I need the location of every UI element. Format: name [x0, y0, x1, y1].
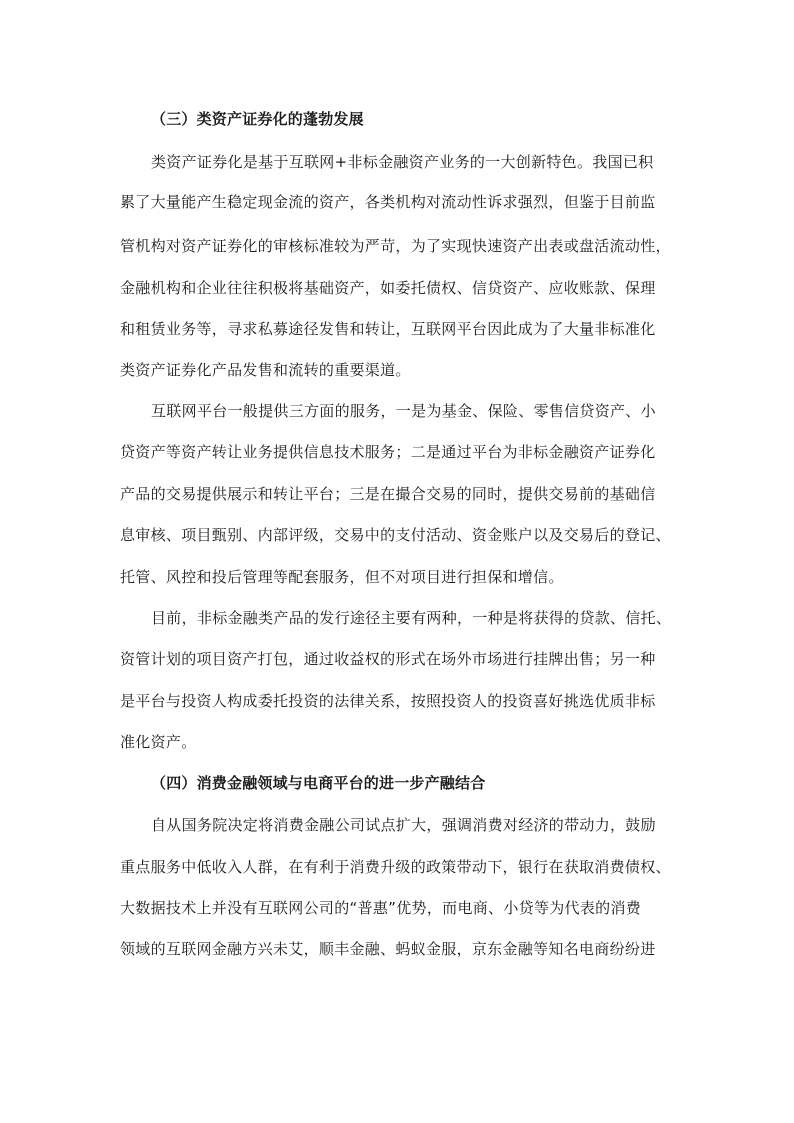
section-heading-3: （三）类资产证券化的蓬勃发展	[151, 110, 364, 128]
paragraph-line: 产品的交易提供展示和转让平台；三是在撮合交易的同时，提供交易前的基础信	[120, 485, 656, 503]
paragraph-line: 托管、风控和投后管理等配套服务，但不对项目进行担保和增信。	[120, 568, 564, 586]
paragraph-line: 目前，非标金融类产品的发行途径主要有两种，一种是将获得的贷款、信托、	[151, 609, 672, 627]
paragraph-line: 类资产证券化是基于互联网+非标金融资产业务的一大创新特色。我国已积	[151, 153, 654, 171]
paragraph-line: 自从国务院决定将消费金融公司试点扩大，强调消费对经济的带动力，鼓励	[151, 816, 656, 834]
paragraph-line: 互联网平台一般提供三方面的服务，一是为基金、保险、零售信贷资产、小	[151, 402, 656, 420]
paragraph-line: 重点服务中低收入人群，在有利于消费升级的政策带动下，银行在获取消费债权、	[120, 858, 671, 876]
section-heading-4: （四）消费金融领域与电商平台的进一步产融结合	[151, 774, 486, 792]
paragraph-line: 资管计划的项目资产打包，通过收益权的形式在场外市场进行挂牌出售；另一种	[120, 650, 656, 668]
paragraph-line: 贷资产等资产转让业务提供信息技术服务；二是通过平台为非标金融资产证券化	[120, 443, 656, 461]
paragraph-line: 和租赁业务等，寻求私募途径发售和转让，互联网平台因此成为了大量非标准化	[120, 320, 656, 338]
paragraph-line: 累了大量能产生稳定现金流的资产，各类机构对流动性诉求强烈，但鉴于目前监	[120, 193, 656, 211]
paragraph-line: 息审核、项目甄别、内部评级，交易中的支付活动、资金账户以及交易后的登记、	[120, 526, 671, 544]
paragraph-line: 是平台与投资人构成委托投资的法律关系，按照投资人的投资喜好挑选优质非标	[120, 692, 656, 710]
paragraph-line: 准化资产。	[120, 733, 197, 751]
paragraph-line: 领域的互联网金融方兴未艾，顺丰金融、蚂蚁金服，京东金融等知名电商纷纷进	[120, 940, 656, 958]
paragraph-line: 管机构对资产证券化的审核标准较为严苛，为了实现快速资产出表或盘活流动性，	[120, 237, 671, 255]
paragraph-line: 类资产证券化产品发售和流转的重要渠道。	[120, 361, 411, 379]
paragraph-line: 金融机构和企业往往积极将基础资产，如委托债权、信贷资产、应收账款、保理	[120, 279, 656, 297]
paragraph-line: 大数据技术上并没有互联网公司的“普惠”优势，而电商、小贷等为代表的消费	[120, 899, 642, 917]
